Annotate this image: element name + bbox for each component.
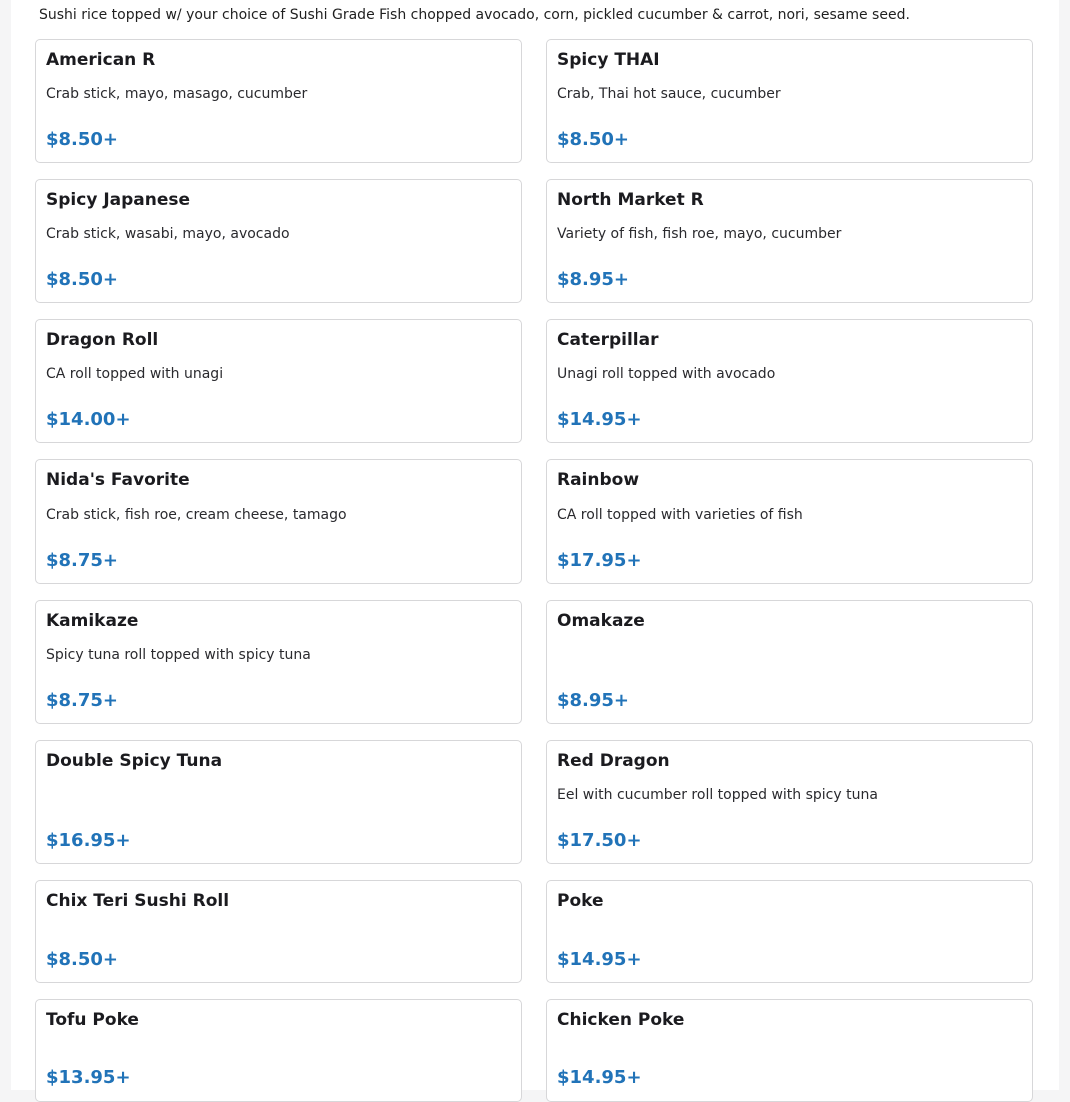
item-price: $14.95+ [557,1067,642,1088]
item-price: $14.95+ [557,949,642,970]
item-name: Tofu Poke [46,1010,139,1030]
item-name: Spicy THAI [557,50,660,70]
menu-item-card[interactable] [35,319,522,443]
item-name: Double Spicy Tuna [46,751,223,771]
menu-item-card[interactable] [546,319,1033,443]
item-name: Poke [557,891,604,911]
item-price: $8.50+ [46,269,119,290]
item-price: $14.00+ [46,409,131,430]
item-description: Crab stick, wasabi, mayo, avocado [46,226,290,242]
item-description: Unagi roll topped with avocado [557,366,776,382]
item-price: $14.95+ [557,409,642,430]
item-name: Kamikaze [46,611,139,631]
item-price: $13.95+ [46,1067,131,1088]
menu-item-card[interactable] [35,600,522,724]
item-price: $8.75+ [46,690,119,711]
menu-item-card[interactable] [546,459,1033,584]
item-price: $8.50+ [46,129,119,150]
item-price: $17.50+ [557,830,642,851]
menu-item-card[interactable] [546,39,1033,163]
menu-item-card[interactable] [546,999,1033,1102]
item-name: Dragon Roll [46,330,159,350]
menu-item-card[interactable] [546,880,1033,983]
item-description: CA roll topped with varieties of fish [557,507,803,523]
item-price: $8.95+ [557,269,630,290]
menu-item-card[interactable] [35,999,522,1102]
item-name: American R [46,50,156,70]
item-description: Crab, Thai hot sauce, cucumber [557,86,781,102]
item-price: $8.50+ [46,949,119,970]
item-description: CA roll topped with unagi [46,366,224,382]
item-description: Spicy tuna roll topped with spicy tuna [46,647,311,663]
item-description: Eel with cucumber roll topped with spicy tuna [557,787,878,803]
menu-item-card[interactable] [546,600,1033,724]
item-price: $8.95+ [557,690,630,711]
item-name: Rainbow [557,470,640,490]
item-price: $8.75+ [46,550,119,571]
menu-item-card[interactable] [35,740,522,864]
item-name: North Market R [557,190,704,210]
item-name: Nida's Favorite [46,470,190,490]
item-price: $8.50+ [557,129,630,150]
item-name: Spicy Japanese [46,190,191,210]
item-name: Chix Teri Sushi Roll [46,891,230,911]
section-description: Sushi rice topped w/ your choice of Sushi Grade Fish chopped avocado, corn, pickled cucumber & carrot, nori, sesame seed. [39,7,910,23]
menu-item-card[interactable] [546,740,1033,864]
item-name: Chicken Poke [557,1010,685,1030]
item-price: $17.95+ [557,550,642,571]
menu-section-panel [11,0,1059,1090]
item-description: Crab stick, mayo, masago, cucumber [46,86,308,102]
item-name: Caterpillar [557,330,659,350]
menu-item-card[interactable] [546,179,1033,303]
item-name: Red Dragon [557,751,670,771]
menu-item-card[interactable] [35,39,522,163]
item-price: $16.95+ [46,830,131,851]
item-description: Variety of fish, fish roe, mayo, cucumber [557,226,842,242]
item-name: Omakaze [557,611,645,631]
item-description: Crab stick, fish roe, cream cheese, tamago [46,507,347,523]
menu-item-card[interactable] [35,880,522,983]
menu-item-card[interactable] [35,179,522,303]
menu-item-card[interactable] [35,459,522,584]
